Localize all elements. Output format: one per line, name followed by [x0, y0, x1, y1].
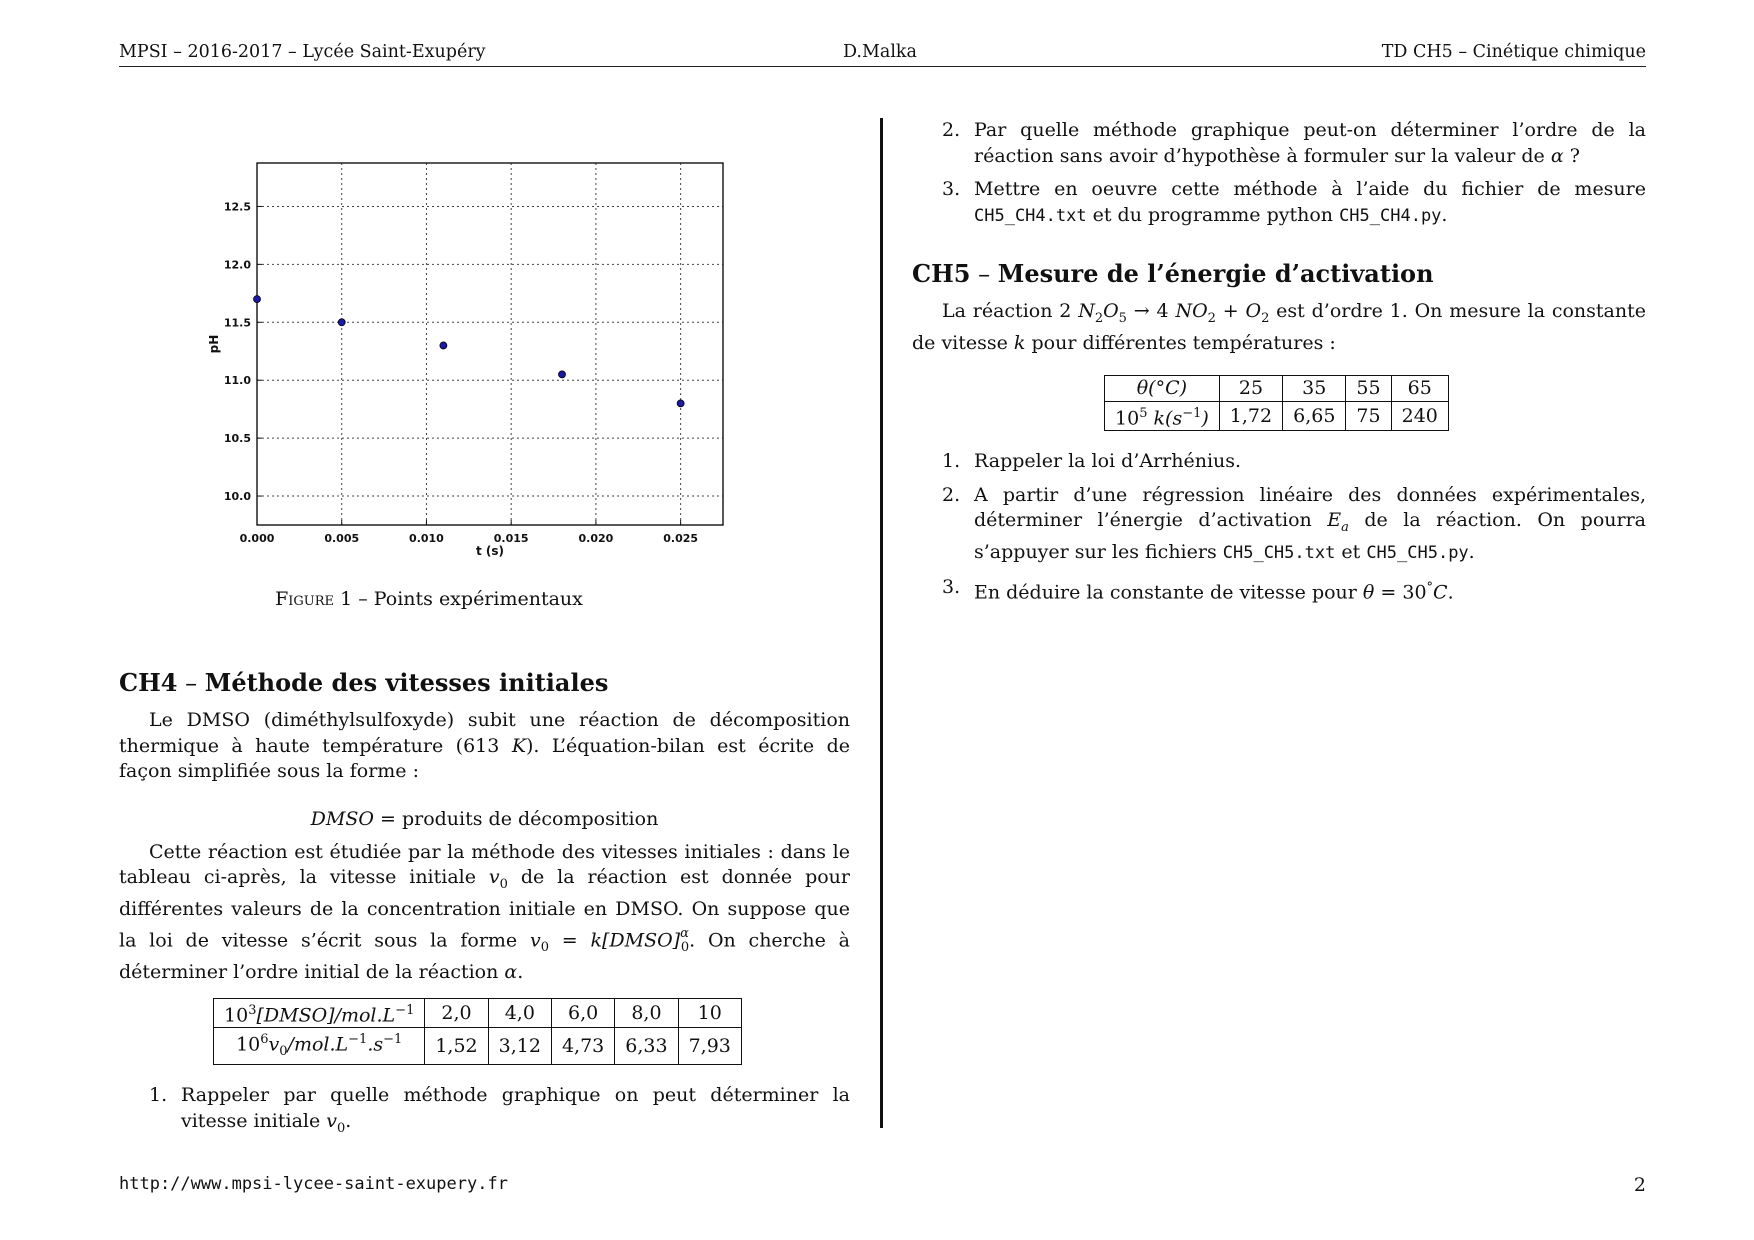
x-axis-label: t (s): [475, 544, 505, 558]
footer-url: http://www.mpsi-lycee-saint-exupery.fr: [119, 1174, 508, 1194]
ch5-question-list: [912, 449, 1646, 606]
left-column: [119, 118, 850, 1149]
table-cell: 25: [1219, 375, 1282, 401]
ch4-equation: DMSO = produits de décomposition: [310, 807, 659, 830]
ch4-intro-paragraph: Le DMSO (diméthylsulfoxyde) subit une réaction de décomposition thermique à haute température (613 K). L’équation-bilan est écrite de façon simplifiée sous la forme :: [119, 709, 850, 782]
table-cell: 10: [678, 998, 741, 1027]
table-cell: 6,0: [551, 998, 614, 1027]
column-separator: [880, 118, 883, 1128]
header-rule: [119, 66, 1646, 67]
x-tick-label: 0.005: [324, 532, 360, 545]
y-tick-label: 10.0: [223, 490, 251, 504]
figure-caption-prefix: Figure 1: [275, 588, 353, 610]
table-cell: 55: [1346, 375, 1391, 401]
x-tick-label: 0.020: [578, 532, 614, 545]
x-tick-label: 0.000: [239, 532, 275, 545]
ch4-continued-question-list: [912, 118, 1646, 229]
right-column: [912, 118, 1646, 614]
table-cell: 240: [1391, 401, 1448, 430]
data-point: [338, 319, 345, 326]
header-left: MPSI – 2016-2017 – Lycée Saint-Exupéry: [119, 42, 486, 62]
ch4-method-paragraph: Cette réaction est étudiée par la méthode des vitesses initiales : dans le tableau ci-après, la vitesse initiale $v_0$ de la réaction est donnée pour différentes valeurs de la concentration initiale en DMSO. On suppose que la loi de vitesse s’écrit sous la forme $v_0$ = k[DMSO]$^\alpha_0$. On cherche à déterminer l’ordre initial de la réaction α.: [119, 840, 850, 984]
table-cell: 65: [1391, 375, 1448, 401]
y-axis-label: pH: [207, 334, 221, 354]
plot-frame: [257, 163, 723, 525]
y-tick-label: 11.5: [223, 316, 251, 330]
list-item: 3. En déduire la constante de vitesse pour θ = 30°C.: [942, 575, 1454, 604]
x-tick-label: 0.015: [493, 532, 529, 545]
table-cell: 35: [1283, 375, 1346, 401]
table-row: [214, 1028, 742, 1065]
list-item: 1. Rappeler la loi d’Arrhénius.: [942, 450, 1242, 473]
table-cell: 2,0: [425, 998, 488, 1027]
x-tick-label: 0.010: [409, 532, 444, 545]
table-row: [1105, 401, 1449, 430]
table-cell: 4,0: [488, 998, 551, 1027]
y-tick-label: 12.0: [223, 258, 251, 272]
figure-caption-text: – Points expérimentaux: [352, 588, 583, 610]
data-point: [559, 371, 566, 378]
page-number: 2: [1633, 1174, 1646, 1196]
figure-1: [119, 118, 850, 623]
table-row-header: $10^5$ $k(s^{-1})$: [1105, 401, 1220, 430]
data-point: [440, 342, 447, 349]
list-item: 2. A partir d’une régression linéaire des données expérimentales, déterminer l’énergie d’activation $E_a$ de la réaction. On pourra s’appuyer sur les fichiers CH5_CH5.txt et CH5_CH5.py.: [942, 483, 1646, 564]
table-row-header: $10^6v_0/mol.L^{-1}.s^{-1}$: [214, 1028, 425, 1065]
y-tick-label: 11.0: [223, 374, 251, 388]
table-cell: 3,12: [488, 1028, 551, 1065]
table-row-header: θ(°C): [1105, 375, 1220, 401]
x-tick-label: 0.025: [663, 532, 699, 545]
ch4-data-table: [213, 998, 742, 1065]
figure-caption: [119, 588, 739, 610]
data-point: [677, 400, 684, 407]
table-cell: 8,0: [615, 998, 678, 1027]
table-cell: 4,73: [551, 1028, 614, 1065]
ch5-intro-paragraph: La réaction 2 $N_2O_5 \to 4$ $NO_2 + O_2$ est d’ordre 1. On mesure la constante de vitesse k pour différentes températures :: [912, 300, 1646, 355]
table-cell: 6,33: [615, 1028, 678, 1065]
list-item: 2. Par quelle méthode graphique peut-on déterminer l’ordre de la réaction sans avoir d’hypothèse à formuler sur la valeur de α ?: [942, 119, 1646, 167]
y-tick-label: 10.5: [223, 432, 251, 446]
header-right: TD CH5 – Cinétique chimique: [1381, 42, 1646, 62]
list-item: 3. Mettre en oeuvre cette méthode à l’aide du fichier de mesure CH5_CH4.txt et du programme python CH5_CH4.py.: [942, 178, 1646, 226]
table-cell: 6,65: [1283, 401, 1346, 430]
table-row: [1105, 375, 1449, 401]
ch5-heading: CH5 – Mesure de l’énergie d’activation: [912, 259, 1434, 288]
table-row: [214, 998, 742, 1027]
table-row-header: $10^3[DMSO]/mol.L^{-1}$: [214, 998, 425, 1027]
ch4-question-list: [119, 1083, 850, 1141]
table-cell: 1,52: [425, 1028, 488, 1065]
table-cell: 7,93: [678, 1028, 741, 1065]
table-cell: 1,72: [1219, 401, 1282, 430]
ch4-heading: CH4 – Méthode des vitesses initiales: [119, 668, 609, 697]
table-cell: 75: [1346, 401, 1391, 430]
list-item: 1. Rappeler par quelle méthode graphique on peut déterminer la vitesse initiale $v_0$.: [149, 1084, 850, 1136]
ch5-data-table: [1104, 375, 1449, 431]
data-point: [254, 296, 261, 303]
header-center: D.Malka: [843, 42, 917, 62]
scatter-chart: [119, 118, 850, 588]
y-tick-label: 12.5: [223, 200, 251, 214]
